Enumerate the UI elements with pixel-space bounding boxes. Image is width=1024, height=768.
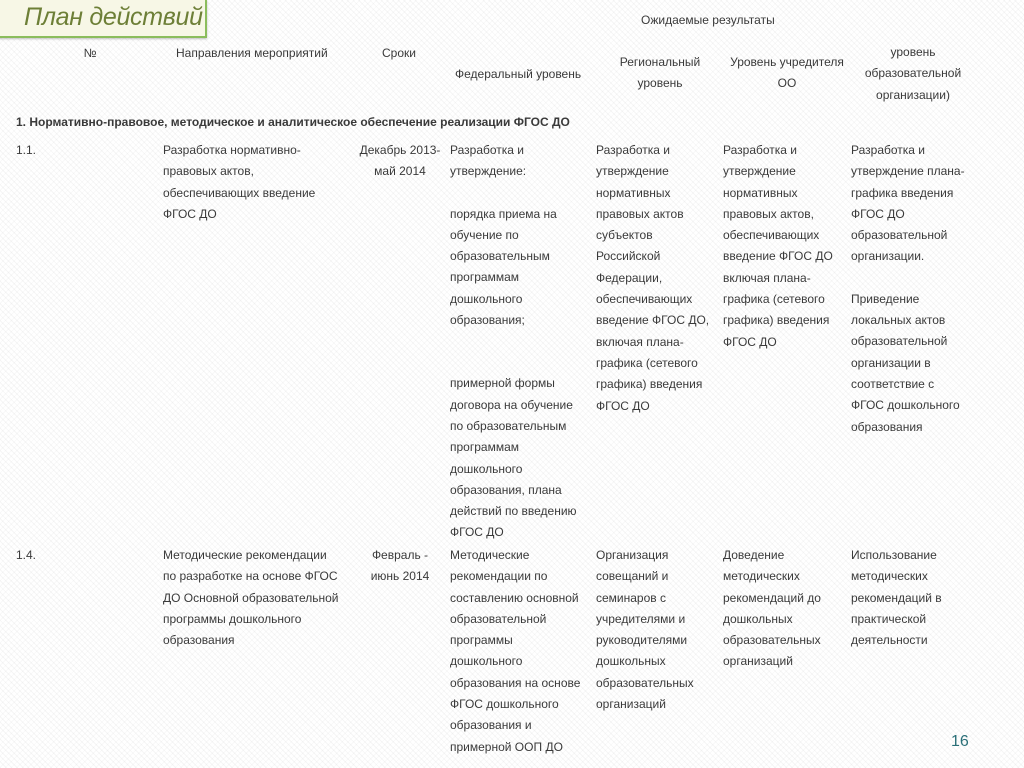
text-line: по образовательным [450,418,567,433]
text-line: практической [851,611,927,626]
text-line: программам [450,270,519,285]
row-organization [851,140,965,438]
text-line: утверждение [596,164,669,179]
text-line: образования и [450,718,532,733]
text-line: организаций [596,697,666,712]
text-line: Декабрь 2013- [359,143,441,157]
text-line: графика введения [851,185,954,200]
text-line: ДО Основной образовательной [163,590,339,605]
text-line: утверждение: [450,164,527,179]
header-organization-line: организации) [876,87,950,102]
text-line: обеспечивающих [723,228,820,243]
text-line: дошкольного [450,654,523,669]
text-line: утверждение плана- [851,164,965,179]
text-line: правовых актов [596,206,684,221]
text-line: Методические рекомендации [163,548,327,562]
text-line: включая плана- [723,270,811,285]
row-regional [596,545,694,715]
text-line: дошкольного [450,291,523,306]
header-regional-line: Региональный [619,55,701,69]
row-direction [163,545,339,651]
slide-title: План действий [24,3,203,31]
text-line: программам [450,440,519,455]
text-line: обеспечивающих [596,292,693,307]
text-line: рекомендаций в [851,590,942,605]
header-terms: Сроки [382,46,416,60]
text-line: субъектов [596,228,653,243]
paragraph-gap [450,352,577,373]
text-line: образования на основе [450,675,581,690]
text-line: образования [851,419,923,434]
text-line: ФГОС ДО [163,206,217,221]
text-line: графика (сетевого [723,292,825,307]
text-line: дошкольных [596,654,666,669]
row-direction [163,140,315,225]
text-line: нормативных [596,185,671,200]
row-regional [596,140,709,417]
text-line: составлению основной [450,590,579,605]
header-founder-line: ОО [777,76,797,91]
text-line: май 2014 [374,164,426,179]
text-line: Доведение [723,548,785,562]
text-line: рекомендаций до [723,590,821,605]
row-founder [723,545,821,673]
text-line: организации в [851,355,931,370]
text-line: образования, плана [450,482,562,497]
text-line: образовательной [851,334,948,349]
row-number: 1.1. [16,143,37,157]
text-line: организаций [723,654,793,669]
text-line: порядка приема на [450,206,557,221]
header-expected-results: Ожидаемые результаты [641,13,775,27]
header-number: № [83,46,97,60]
text-line: ФГОС ДО [851,206,905,221]
text-line: Разработка и [723,143,797,157]
text-line: Февраль - [371,548,429,562]
text-line: образовательной [851,228,948,243]
text-line: методических [723,569,800,584]
paragraph-gap [450,331,577,352]
text-line: образовательным [450,249,550,264]
text-line: примерной формы [450,376,555,391]
header-directions: Направления мероприятий [176,46,328,60]
text-line: программы дошкольного [163,611,302,626]
text-line: договора на обучение [450,397,573,412]
text-line: совещаний и [596,569,669,584]
text-line: Организация [596,548,669,562]
text-line: методических [851,569,928,584]
header-founder-line: Уровень учредителя [730,55,844,69]
text-line: соответствие с [851,376,935,391]
text-line: Разработка и [596,143,670,157]
text-line: образовательных [723,633,821,648]
text-line: обучение по [450,227,519,242]
text-line: локальных актов [851,313,946,328]
text-line: образовательных [596,675,694,690]
text-line: дошкольного [450,461,523,476]
text-line: примерной ООП ДО [450,739,563,754]
text-line: Использование [851,548,937,562]
text-line: включая плана- [596,334,684,349]
text-line: правовых актов, [723,206,814,221]
text-line: образовательной [450,611,547,626]
text-line: утверждение [723,164,796,179]
text-line: введение ФГОС ДО [723,249,833,264]
paragraph-gap [450,183,577,204]
row-federal [450,545,580,758]
text-line: по разработке на основе ФГОС [163,569,338,584]
header-federal: Федеральный уровень [455,67,582,81]
row-number: 1.4. [16,548,37,562]
page-number: 16 [951,733,969,750]
text-line: образования [163,633,235,648]
section-title: 1. Нормативно-правовое, методическое и аналитическое обеспечение реализации ФГОС ДО [16,115,570,129]
header-organization [851,42,975,106]
slide-title-box [0,0,207,38]
row-term [350,545,450,588]
text-line: ФГОС ДО [450,525,504,540]
text-line: графика) введения [723,313,830,328]
text-line: июнь 2014 [370,569,430,584]
text-line: руководителями [596,633,688,648]
text-line: правовых актов, [163,164,254,179]
text-line: образования; [450,313,525,328]
text-line: Разработка и [450,143,524,157]
text-line: ФГОС ДО [723,334,777,349]
text-line: ФГОС дошкольного [450,697,559,712]
row-founder [723,140,833,353]
row-federal [450,140,577,544]
text-line: графика (сетевого [596,355,698,370]
text-line: Методические [450,548,530,562]
text-line: Разработка и [851,143,925,157]
header-regional [605,52,715,95]
text-line: действий по введению [450,504,577,519]
paragraph-gap [851,268,965,289]
text-line: нормативных [723,185,798,200]
header-regional-line: уровень [637,76,683,91]
header-organization-line: уровень [890,45,936,59]
header-founder [722,52,852,95]
text-line: программы [450,633,513,648]
text-line: деятельности [851,633,928,648]
text-line: графика) введения [596,377,703,392]
text-line: введение ФГОС ДО, [596,313,710,328]
row-organization [851,545,942,651]
text-line: организации. [851,249,925,264]
text-line: ФГОС ДО [596,398,650,413]
text-line: Приведение [851,291,920,306]
text-line: обеспечивающих введение [163,185,316,200]
header-organization-line: образовательной [864,66,962,81]
text-line: дошкольных [723,611,793,626]
text-line: учредителями и [596,611,686,626]
text-line: Федерации, [596,270,663,285]
row-term [350,140,450,183]
text-line: ФГОС дошкольного [851,398,960,413]
text-line: семинаров с [596,590,666,605]
text-line: Российской [596,249,661,264]
text-line: рекомендации по [450,569,548,584]
text-line: Разработка нормативно- [163,143,301,157]
